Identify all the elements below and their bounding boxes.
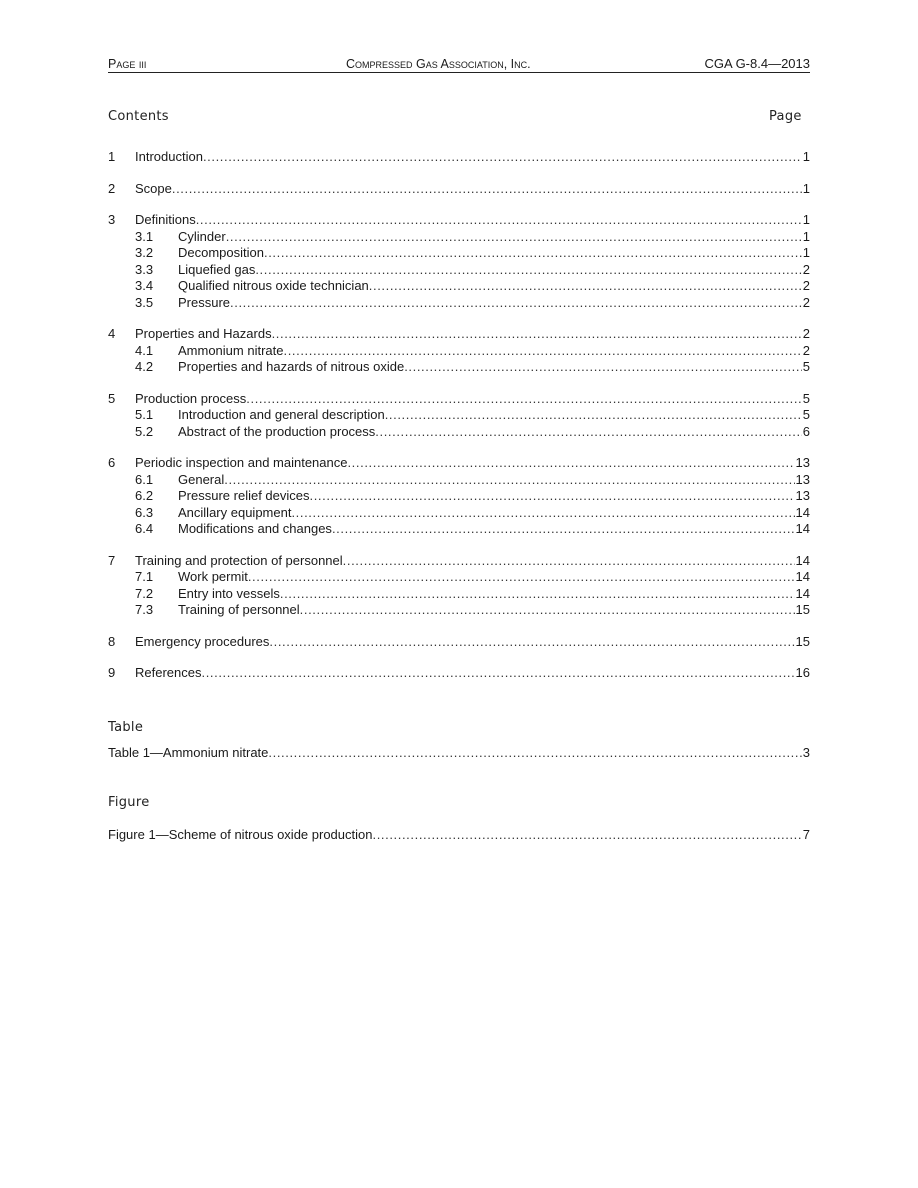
toc-entry-number: 7.1 <box>135 569 154 584</box>
toc-entry-page: 16 <box>795 665 810 680</box>
dot-leader <box>268 745 801 762</box>
toc-entry[interactable] <box>108 424 810 441</box>
dot-leader <box>332 521 795 538</box>
toc-entry-number: 2 <box>108 180 116 196</box>
toc-entry[interactable] <box>108 407 810 424</box>
toc-entry[interactable] <box>108 521 810 538</box>
toc-entry-number: 3.2 <box>135 245 154 260</box>
toc-entry-page: 5 <box>802 390 810 406</box>
toc-entry-page: 7 <box>802 827 810 842</box>
toc-entry-page: 13 <box>795 471 810 487</box>
toc-entry-number: 3.1 <box>135 228 154 244</box>
toc-entry-page: 1 <box>802 149 810 164</box>
toc-entry-title: Ammonium nitrate <box>178 342 284 358</box>
toc-entry-title: Production process <box>135 390 247 406</box>
dot-leader <box>404 359 802 376</box>
toc-entry[interactable] <box>108 326 810 343</box>
toc-entry-page: 14 <box>795 552 810 568</box>
toc-entry-number: 5 <box>108 390 116 406</box>
toc-entry-title: Properties and hazards of nitrous oxide <box>178 359 405 374</box>
toc-entry-page: 13 <box>795 455 810 470</box>
list-of-tables <box>108 745 810 762</box>
toc-entry-title: Decomposition <box>178 245 264 260</box>
dot-leader <box>264 245 802 262</box>
toc-entry-title: Ancillary equipment <box>178 504 292 520</box>
toc-entry[interactable] <box>108 149 810 166</box>
toc-entry-page: 14 <box>795 585 810 601</box>
toc-entry-number: 4.2 <box>135 359 154 374</box>
toc-entry-page: 5 <box>802 407 810 422</box>
dot-leader <box>201 665 794 682</box>
dot-leader <box>226 229 802 246</box>
toc-entry[interactable] <box>108 553 810 570</box>
toc-entry[interactable] <box>108 391 810 408</box>
dot-leader <box>248 569 795 586</box>
toc-entry-number: 4.1 <box>135 342 154 358</box>
toc-entry-title: Modifications and changes <box>178 521 332 536</box>
dot-leader <box>375 424 801 441</box>
toc-entry-title: Cylinder <box>178 228 226 244</box>
toc-entry-title: Periodic inspection and maintenance <box>135 455 348 470</box>
toc-entry-title: Emergency procedures <box>135 633 270 649</box>
toc-entry[interactable] <box>108 586 810 603</box>
toc-entry-page: 2 <box>802 261 810 277</box>
toc-entry-number: 3.3 <box>135 261 154 277</box>
toc-entry[interactable] <box>108 278 810 295</box>
toc-entry[interactable] <box>108 634 810 651</box>
toc-entry[interactable] <box>108 181 810 198</box>
toc-entry[interactable] <box>108 262 810 279</box>
dot-leader <box>291 505 794 522</box>
toc-entry-number: 6.4 <box>135 521 154 536</box>
dot-leader <box>283 343 801 360</box>
toc-entry-number: 7 <box>108 552 116 568</box>
dot-leader <box>310 488 795 505</box>
dot-leader <box>172 181 802 198</box>
toc-entry-page: 1 <box>802 180 810 196</box>
toc-entry-number: 5.1 <box>135 407 154 422</box>
dot-leader <box>385 407 802 424</box>
toc-entry-number: 7.3 <box>135 602 154 617</box>
toc-entry-number: 3.4 <box>135 278 154 293</box>
list-of-figures <box>108 827 810 844</box>
table-list-heading: Table <box>108 720 144 735</box>
toc-entry-title: Definitions <box>135 212 196 227</box>
dot-leader <box>224 472 794 489</box>
running-header <box>108 54 810 73</box>
toc-entry-title: Table 1—Ammonium nitrate <box>108 745 269 760</box>
toc-entry-page: 15 <box>795 633 810 649</box>
toc-entry-page: 5 <box>802 359 810 374</box>
toc-entry-number: 4 <box>108 326 116 341</box>
toc-entry-title: Liquefied gas <box>178 261 256 277</box>
toc-entry-title: Training and protection of personnel <box>135 552 343 568</box>
header-organization: Compressed Gas Association, Inc. <box>346 57 531 71</box>
toc-entry-page: 14 <box>795 504 810 520</box>
toc-entry-title: Figure 1—Scheme of nitrous oxide production <box>108 827 373 842</box>
toc-entry-page: 2 <box>802 326 810 341</box>
dot-leader <box>347 455 794 472</box>
page-column-heading: Page <box>769 109 802 124</box>
toc-entry-page: 1 <box>802 212 810 227</box>
toc-entry-title: Abstract of the production process <box>178 423 376 439</box>
dot-leader <box>343 553 795 570</box>
dot-leader <box>203 149 802 166</box>
toc-entry[interactable] <box>108 229 810 246</box>
toc-entry-page: 13 <box>795 488 810 503</box>
toc-entry[interactable] <box>108 472 810 489</box>
dot-leader <box>246 391 801 408</box>
toc-entry[interactable] <box>108 602 810 619</box>
dot-leader <box>230 295 802 312</box>
toc-entry-title: Training of personnel <box>178 602 300 617</box>
dot-leader <box>272 326 802 343</box>
dot-leader <box>196 212 802 229</box>
toc-entry[interactable] <box>108 745 810 762</box>
dot-leader <box>372 827 801 844</box>
toc-entry-title: References <box>135 665 202 680</box>
contents-heading: Contents <box>108 109 169 124</box>
toc-entry-number: 7.2 <box>135 585 154 601</box>
toc-entry-number: 6 <box>108 455 116 470</box>
toc-entry-title: Pressure <box>178 294 231 310</box>
toc-entry-number: 3 <box>108 212 116 227</box>
toc-entry-title: Introduction <box>135 149 203 164</box>
dot-leader <box>255 262 801 279</box>
dot-leader <box>300 602 795 619</box>
dot-leader <box>280 586 795 603</box>
toc-entry[interactable] <box>108 245 810 262</box>
dot-leader <box>369 278 802 295</box>
toc-entry[interactable] <box>108 359 810 376</box>
toc-entry[interactable] <box>108 295 810 312</box>
toc-entry-number: 1 <box>108 149 116 164</box>
toc-entry-page: 2 <box>802 342 810 358</box>
dot-leader <box>269 634 794 651</box>
header-page-number: Page iii <box>108 57 147 71</box>
toc-entry[interactable] <box>108 569 810 586</box>
toc-entry-title: Scope <box>135 180 172 196</box>
toc-entry-page: 15 <box>795 602 810 617</box>
toc-entry-page: 1 <box>802 245 810 260</box>
toc-entry-title: Introduction and general description <box>178 407 385 422</box>
toc-entry-title: Entry into vessels <box>178 585 280 601</box>
toc-entry[interactable] <box>108 488 810 505</box>
toc-entry-number: 6.2 <box>135 488 154 503</box>
toc-entry[interactable] <box>108 455 810 472</box>
toc-entry-title: Qualified nitrous oxide technician <box>178 278 369 293</box>
toc-entry-page: 6 <box>802 423 810 439</box>
table-of-contents <box>108 149 810 682</box>
toc-entry[interactable] <box>108 343 810 360</box>
toc-entry-number: 8 <box>108 633 116 649</box>
toc-entry-page: 14 <box>795 569 810 584</box>
toc-entry-number: 6.3 <box>135 504 154 520</box>
toc-entry-title: General <box>178 471 225 487</box>
toc-entry-page: 14 <box>795 521 810 536</box>
toc-entry-page: 1 <box>802 228 810 244</box>
toc-entry-page: 2 <box>802 294 810 310</box>
toc-entry[interactable] <box>108 505 810 522</box>
toc-entry-number: 3.5 <box>135 294 154 310</box>
toc-entry[interactable] <box>108 827 810 844</box>
toc-entry-number: 9 <box>108 665 116 680</box>
toc-entry-number: 6.1 <box>135 471 154 487</box>
header-document-id: CGA G-8.4—2013 <box>704 56 810 71</box>
toc-entry-number: 5.2 <box>135 423 154 439</box>
toc-entry-title: Work permit <box>178 569 248 584</box>
toc-entry[interactable] <box>108 212 810 229</box>
toc-entry-page: 2 <box>802 278 810 293</box>
toc-entry[interactable] <box>108 665 810 682</box>
toc-entry-page: 3 <box>802 745 810 760</box>
toc-entry-title: Pressure relief devices <box>178 488 310 503</box>
toc-entry-title: Properties and Hazards <box>135 326 272 341</box>
figure-list-heading: Figure <box>108 795 150 810</box>
